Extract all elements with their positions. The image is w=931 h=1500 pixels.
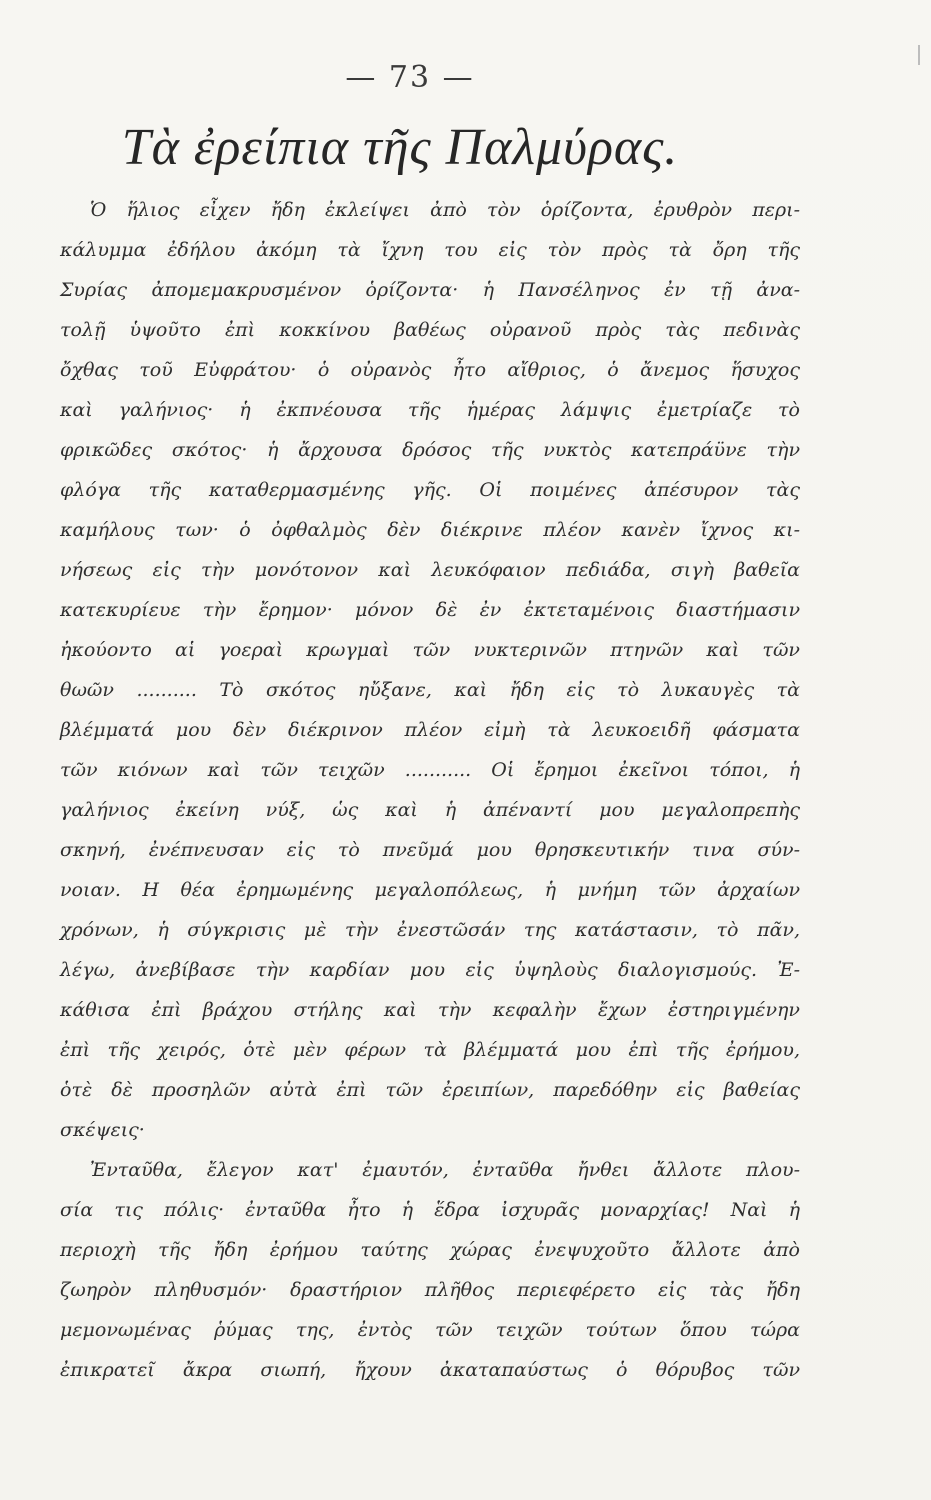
text-line: ἠκούοντο αἱ γοεραὶ κρωγμαὶ τῶν νυκτερινῶν πτηνῶν καὶ τῶν [60,639,800,661]
text-line: σκέψεις· [60,1119,145,1141]
text-line: ἐπικρατεῖ ἄκρα σιωπή, ἤχουν ἀκαταπαύστως ὁ θόρυβος τῶν [60,1359,800,1381]
body-text [60,190,800,1390]
text-line: καὶ γαλήνιος· ἡ ἐκπνέουσα τῆς ἡμέρας λάμψις ἐμετρίαζε τὸ [60,399,800,421]
text-line: ἐπὶ τῆς χειρός, ὁτὲ μὲν φέρων τὰ βλέμματά μου ἐπὶ τῆς ἐρήμου, [60,1039,800,1061]
text-line: νήσεως εἰς τὴν μονότονον καὶ λευκόφαιον πεδιάδα, σιγὴ βαθεῖα [60,559,800,581]
text-line: νοιαν. Η θέα ἐρημωμένης μεγαλοπόλεως, ἡ μνήμη τῶν ἀρχαίων [60,879,800,901]
text-line: λέγω, ἀνεβίβασε τὴν καρδίαν μου εἰς ὑψηλοὺς διαλογισμούς. Ἐ- [60,959,800,981]
text-line: φρικῶδες σκότος· ἡ ἄρχουσα δρόσος τῆς νυκτὸς κατεπράϋνε τὴν [60,439,800,461]
text-line: φλόγα τῆς καταθερμασμένης γῆς. Οἱ ποιμένες ἀπέσυρον τὰς [60,479,800,501]
text-line: γαλήνιος ἐκείνη νύξ, ὡς καὶ ἡ ἀπέναντί μου μεγαλοπρεπὴς [60,799,800,821]
text-line: Ὁ ἥλιος εἶχεν ἤδη ἐκλείψει ἀπὸ τὸν ὁρίζοντα, ἐρυθρὸν περι- [90,199,800,221]
text-line: περιοχὴ τῆς ἤδη ἐρήμου ταύτης χώρας ἐνεψυχοῦτο ἄλλοτε ἀπὸ [60,1239,800,1261]
text-line: τολῇ ὑψοῦτο ἐπὶ κοκκίνου βαθέως οὐρανοῦ πρὸς τὰς πεδινὰς [60,319,800,341]
page-number: — 73 — [345,60,475,95]
text-line: θωῶν .......... Τὸ σκότος ηὔξανε, καὶ ἤδη εἰς τὸ λυκαυγὲς τὰ [60,679,800,701]
text-line: κατεκυρίευε τὴν ἔρημον· μόνον δὲ ἐν ἐκτεταμένοις διαστήμασιν [60,599,800,621]
chapter-title: Τὰ ἐρείπια τῆς Παλμύρας. [121,119,679,176]
margin-mark [918,45,920,65]
text-line: κάθισα ἐπὶ βράχου στήλης καὶ τὴν κεφαλὴν ἔχων ἐστηριγμένην [60,999,800,1021]
text-line: ὁτὲ δὲ προσηλῶν αὐτὰ ἐπὶ τῶν ἐρειπίων, παρεδόθην εἰς βαθείας [60,1079,800,1101]
text-line: Ἐνταῦθα, ἔλεγον κατ' ἐμαυτόν, ἐνταῦθα ἤνθει ἄλλοτε πλου- [90,1159,800,1181]
text-line: ζωηρὸν πληθυσμόν· δραστήριον πλῆθος περιεφέρετο εἰς τὰς ἤδη [60,1279,800,1301]
text-line: σκηνή, ἐνέπνευσαν εἰς τὸ πνεῦμά μου θρησκευτικήν τινα σύν- [60,839,800,861]
text-line: ὄχθας τοῦ Εὐφράτου· ὁ οὐρανὸς ἦτο αἴθριος, ὁ ἄνεμος ἥσυχος [60,359,800,381]
text-line: Συρίας ἀπομεμακρυσμένον ὁρίζοντα· ἡ Πανσέληνος ἐν τῇ ἀνα- [60,279,800,301]
text-line: κάλυμμα ἐδήλου ἀκόμη τὰ ἴχνη του εἰς τὸν πρὸς τὰ ὄρη τῆς [60,239,800,261]
text-line: μεμονωμένας ῥύμας της, ἐντὸς τῶν τειχῶν τούτων ὅπου τώρα [60,1319,800,1341]
text-line: σία τις πόλις· ἐνταῦθα ἦτο ἡ ἕδρα ἰσχυρᾶς μοναρχίας! Ναὶ ἡ [60,1199,800,1221]
text-line: βλέμματά μου δὲν διέκρινον πλέον εἰμὴ τὰ λευκοειδῆ φάσματα [60,719,800,741]
text-line: χρόνων, ἡ σύγκρισις μὲ τὴν ἐνεστῶσάν της κατάστασιν, τὸ πᾶν, [60,919,800,941]
text-line: καμήλους των· ὁ ὀφθαλμὸς δὲν διέκρινε πλέον κανὲν ἴχνος κι- [60,519,800,541]
text-line: τῶν κιόνων καὶ τῶν τειχῶν ........... Οἱ ἔρημοι ἐκεῖνοι τόποι, ἡ [60,759,800,781]
